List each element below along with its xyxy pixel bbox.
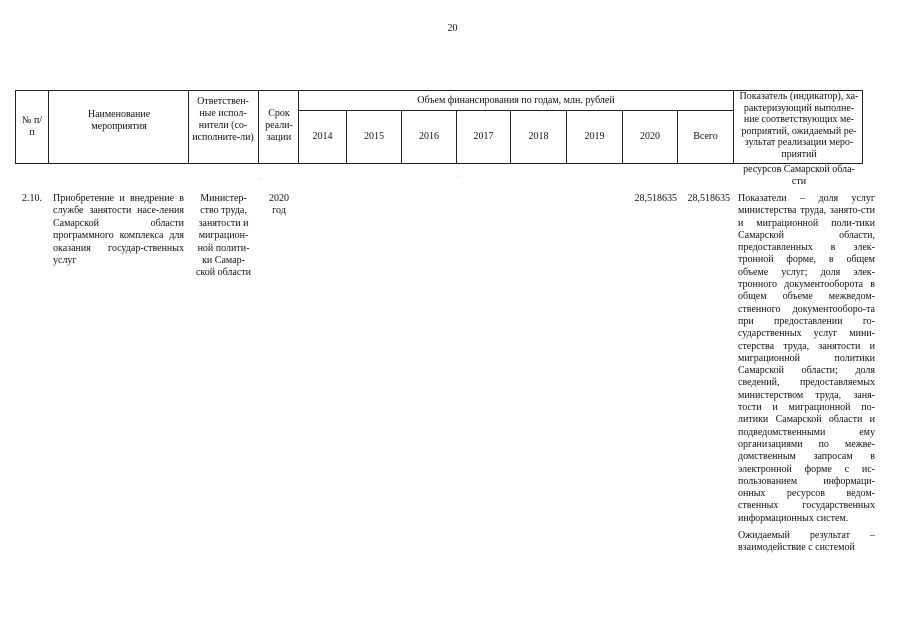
header-funding: Объем финансирования по годам, млн. рублей bbox=[417, 95, 615, 106]
carryover-text: ресурсов Самарской обла-сти bbox=[743, 164, 855, 187]
value-2020: 28,518635 bbox=[634, 193, 677, 204]
indicator-paragraph: Показатели – доля услуг министерства труда, занято-сти и миграционной поли-тики Самарской области, предоставленных в элек-тронной форме, в общем объеме услуг; доля элек-тронного документооборота в общем объеме межведом-ственного документооборо-та при предоставлении го-сударственных услуг мини-стерства труда, занятости и миграционной политики Самарской области; доля сведений, предоставляемых министерством труда, заня-тости и миграционной по-литики Самарской области и подведомственными ему организациями по межве-домственным запросам в электронной форме с ис-пользованием информаци-онных ресурсов ведом-ственных государственных информационных систем. bbox=[738, 193, 875, 524]
expected-result: Ожидаемый результат – взаимодействие с системой bbox=[738, 530, 875, 554]
year-2016: 2016 bbox=[419, 131, 439, 142]
value-total: 28,518635 bbox=[687, 193, 730, 204]
page-number: 20 bbox=[447, 23, 458, 34]
indicator-text bbox=[738, 193, 875, 555]
responsible-executors: Министер-ство труда, занятости и миграцион-ной полити-ки Самар-ской области bbox=[195, 193, 252, 279]
year-2019: 2019 bbox=[584, 131, 605, 142]
activity-name: Приобретение и внедрение в службе занятости насе-ления Самарской области программного комплекса для оказания государ-ственных услуг bbox=[53, 193, 184, 267]
year-2018: 2018 bbox=[528, 131, 549, 142]
year-2017: 2017 bbox=[473, 131, 494, 142]
year-2014: 2014 bbox=[312, 131, 333, 142]
header-name: Наименование мероприятия bbox=[87, 109, 151, 132]
scan-speck: · bbox=[457, 174, 459, 180]
year-total: Всего bbox=[693, 131, 718, 142]
scan-speck: · bbox=[258, 177, 260, 183]
implementation-term: 2020 год bbox=[269, 193, 289, 217]
header-indicator: Показатель (индикатор), ха-рактеризующий выполне-ние соответствующих ме-роприятий, ожидаемый ре-зультат реализации меро-приятий bbox=[739, 91, 859, 160]
year-2015: 2015 bbox=[364, 131, 384, 142]
row-number: 2.10. bbox=[22, 193, 42, 204]
header-executors: Ответствен-ные испол-нители (со-исполните-ли) bbox=[192, 96, 254, 143]
year-2020: 2020 bbox=[640, 131, 660, 142]
header-term: Срок реали-зации bbox=[265, 108, 293, 143]
header-num: № п/п bbox=[21, 115, 43, 138]
